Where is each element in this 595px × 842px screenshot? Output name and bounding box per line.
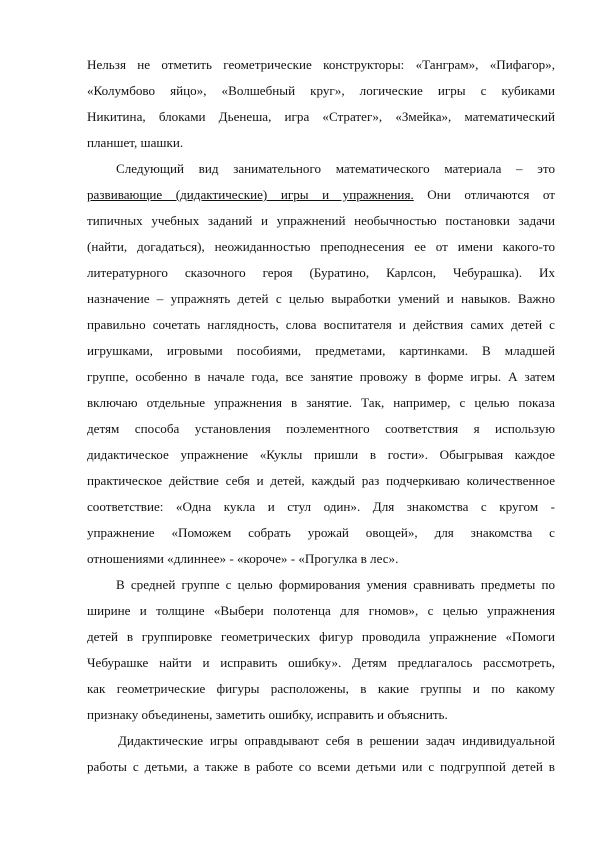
paragraph-2-line-16: отношениями «длиннее» - «короче» - «Прогулка в лес».	[87, 551, 399, 566]
paragraph-2-line-13: практическое действие себя и детей, каждый раз подчеркиваю количественное	[87, 473, 555, 488]
paragraph-3-line-4: Чебурашке найти и исправить ошибку». Детям предлагалось рассмотреть,	[87, 655, 555, 670]
paragraph-1-line-3: Никитина, блоками Дьенеша, игра «Стратег», «Змейка», математический	[87, 109, 555, 124]
paragraph-2-line-1: Следующий вид занимательного математического материала – это	[116, 161, 555, 176]
paragraph-4-line-1: Дидактические игры оправдывают себя в решении задач индивидуальной	[118, 733, 555, 748]
paragraph-3-line-6: признаку объединены, заметить ошибку, исправить и объяснить.	[87, 707, 448, 722]
paragraph-2-line-5: литературного сказочного героя (Буратино, Карлсон, Чебурашка). Их	[87, 265, 555, 280]
paragraph-1-line-2: «Колумбово яйцо», «Волшебный круг», логические игры с кубиками	[87, 83, 555, 98]
paragraph-3-line-5: как геометрические фигуры расположены, в какие группы и по какому	[87, 681, 555, 696]
paragraph-3-line-1: В средней группе с целью формирования умения сравнивать предметы по	[116, 577, 555, 592]
paragraph-1-line-4: планшет, шашки.	[87, 135, 184, 150]
paragraph-2-line-6: назначение – упражнять детей с целью выработки умений и навыков. Важно	[87, 291, 555, 306]
paragraph-2-line-14: соответствие: «Одна кукла и стул один». Для знакомства с кругом -	[87, 499, 555, 514]
paragraph-4-line-2: работы с детьми, а также в работе со всеми детьми или с подгруппой детей в	[87, 759, 555, 774]
paragraph-2-line-2-rest: Они отличаются от	[413, 187, 556, 202]
paragraph-2-line-11: детям способа установления поэлементного соответствия я использую	[87, 421, 555, 436]
paragraph-2-line-15: упражнение «Поможем собрать урожай овощей», для знакомства с	[87, 525, 555, 540]
paragraph-3-line-3: детей в группировке геометрических фигур проводила упражнение «Помоги	[87, 629, 555, 644]
paragraph-2-line-10: включаю отдельные упражнения в занятие. Так, например, с целью показа	[87, 395, 555, 410]
paragraph-2-line-3: типичных учебных заданий и упражнений необычностью постановки задачи	[87, 213, 555, 228]
paragraph-3-line-2: ширине и толщине «Выбери полотенца для гномов», с целью упражнения	[87, 603, 555, 618]
paragraph-2-line-12: дидактическое упражнение «Куклы пришли в гости». Обыгрывая каждое	[87, 447, 555, 462]
paragraph-2-line-4: (найти, догадаться), неожиданностью преподнесения ее от имени какого-то	[87, 239, 555, 254]
paragraph-1-line-1: Нельзя не отметить геометрические конструкторы: «Танграм», «Пифагор»,	[87, 57, 555, 72]
paragraph-2-line-7: правильно сочетать наглядность, слова воспитателя и действия самих детей с	[87, 317, 555, 332]
underlined-phrase: развивающие (дидактические) игры и упражнения.	[87, 187, 414, 202]
paragraph-2-line-2	[87, 186, 555, 203]
paragraph-2-line-8: игрушками, игровыми пособиями, предметами, картинками. В младшей	[87, 343, 555, 358]
paragraph-2-line-9: группе, особенно в начале года, все занятие провожу в форме игры. А затем	[87, 369, 555, 384]
